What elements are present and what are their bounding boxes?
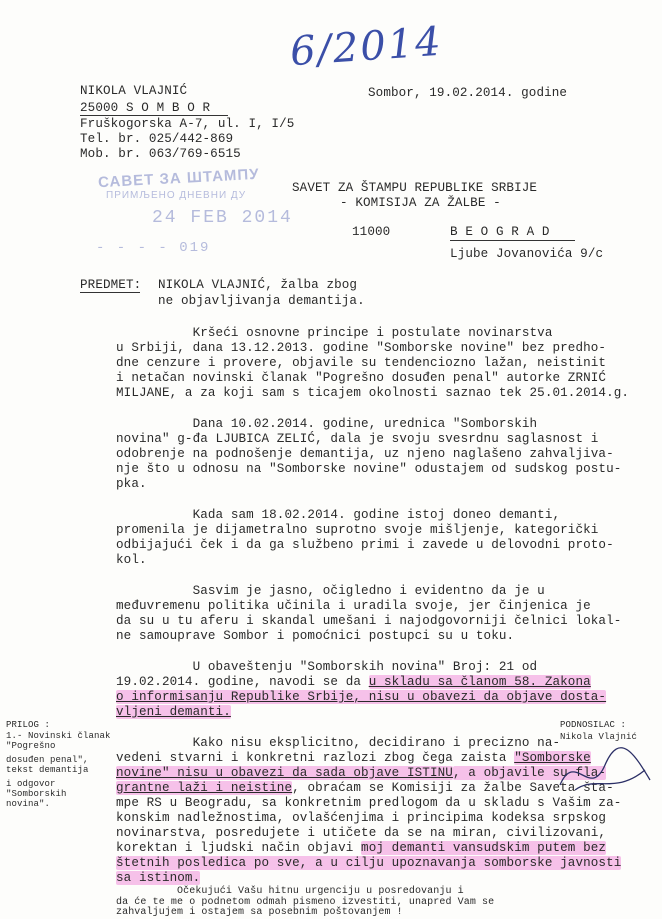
subject-label: PREDMET: — [80, 278, 142, 292]
p2-line3: odobrenje na podnošenje demantija, uz njeno naglašeno zahvaljiva- — [116, 447, 614, 461]
p2-line5: pka. — [116, 477, 147, 491]
p6-line9 — [116, 856, 621, 872]
p4-line1: Sasvim je jasno, očigledno i evidentno da je u — [116, 584, 545, 598]
subject-line2: ne objavljivanja demantija. — [158, 294, 365, 308]
highlight-lazi: grantne laži i neistine — [116, 781, 293, 795]
stamp-number: 019 — [179, 240, 211, 256]
p1-line1: Kršeći osnovne principe i postulate novinarstva — [116, 326, 553, 340]
highlight-flagrantne: , a objavile su fla- — [452, 766, 607, 780]
stamp-subtitle: ПРИМЉЕНО ДНЕВНИ ДУ — [106, 190, 247, 201]
highlight-moj-demanti: moj demanti vansudskim putem bez — [361, 841, 607, 855]
recipient-line2: - KOMISIJA ZA ŽALBE - — [340, 196, 501, 210]
p4-line3: da su u tu aferu i skandal umešani i najodgovorniji čelnici lokal- — [116, 614, 622, 628]
p1-line5: MILJANE, a za koji sam s ticajem okolnosti saznao tek 25.01.2014.g. — [116, 386, 630, 400]
p5-line1: U obaveštenju "Somborskih novina" Broj: 21 od — [116, 660, 538, 674]
p6-line10 — [116, 871, 200, 887]
attachments-label: PRILOG : — [6, 720, 51, 730]
p2-line2: novina" g-đa LJUBICA ZELIĆ, dala je svoju svesrdnu saglasnost i — [116, 432, 599, 446]
p6-line5: mpe RS u Beogradu, sa konkretnim predlogom da u skladu s Vašim za- — [116, 796, 622, 810]
subject-line1: NIKOLA VLAJNIĆ, žalba zbog — [158, 278, 358, 292]
p5-line3 — [116, 690, 606, 706]
highlight-somborske: "Somborske — [514, 751, 591, 765]
highlight-sa-istinom: sa istinom. — [116, 871, 201, 885]
sender-city: 25000 S O M B O R — [80, 101, 211, 115]
handwritten-number: 6/2014 — [288, 18, 445, 76]
p3-line3: odbijajući ček i da ga službeno primi i zavede u delovodni proto- — [116, 538, 614, 552]
signer-name: Nikola Vlajnić — [560, 732, 638, 742]
recipient-line1: SAVET ZA ŠTAMPU REPUBLIKE SRBIJE — [292, 181, 538, 195]
highlight-istinu: novine" nisu u obavezi da sada objave ISTINU — [116, 766, 453, 780]
p1-line4: i netačan novinski članak "Pogrešno dosuđen penal" autorke ZRNIĆ — [116, 371, 607, 385]
p6-line3 — [116, 766, 606, 782]
stamp-date: 24 FEB 2014 — [152, 208, 293, 228]
stamp-number-row: - - - - 019 — [96, 240, 211, 256]
p6-line8 — [116, 841, 606, 857]
p6-line6: konskim nadležnostima, ovlašćenjima i principima kodeksa srpskog — [116, 811, 607, 825]
subject-underline — [80, 292, 140, 293]
attachment-item2: dosuđen penal", tekst demantija — [6, 755, 89, 775]
p6-line2 — [116, 751, 591, 767]
p3-line4: kol. — [116, 553, 147, 567]
p6-line1: Kako nisu eksplicitno, decidirano i precizno na- — [116, 736, 561, 750]
sender-tel: Tel. br. 025/442-869 — [80, 132, 234, 146]
p6-line4-plain: , obraćam se Komisiji za žalbe Saveta šta- — [292, 781, 614, 795]
p1-line2: u Srbiji, dana 13.12.2013. godine "Somborske novine" bez predho- — [116, 341, 607, 355]
p7-line1: Očekujući Vašu hitnu urgenciju u posredovanju i — [116, 886, 464, 897]
p2-line1: Dana 10.02.2014. godine, urednica "Somborskih — [116, 417, 538, 431]
p6-line4 — [116, 781, 614, 797]
signer-label: PODNOSILAC : — [560, 720, 627, 730]
p5-line2-plain: 19.02.2014. godine, navodi se da — [116, 675, 369, 689]
p3-line2: promenila je dijametralno suprotno svoje mišljenje, kategorički — [116, 523, 599, 537]
received-stamp — [92, 165, 293, 266]
highlight-law-text: o informisanju Republike Srbije, nisu u obavezi da objave dosta- — [116, 690, 607, 704]
highlight-law-article: u skladu sa članom 58. Zakona — [368, 675, 591, 689]
sender-street: Fruškogorska A-7, ul. I, I/5 — [80, 117, 295, 131]
p7-line3: zahvaljujem i ostajem sa posebnim poštovanjem ! — [116, 907, 403, 918]
p5-line2 — [116, 675, 591, 691]
recipient-postcode: 11000 — [352, 225, 391, 239]
sender-mob: Mob. br. 063/769-6515 — [80, 147, 241, 161]
sender-name: NIKOLA VLAJNIĆ — [80, 84, 188, 98]
attachment-item1: 1.- Novinski članak "Pogrešno — [6, 731, 111, 751]
p1-line3: dne cenzure i provere, objavile su tendenciozno lažan, neistinit — [116, 356, 607, 370]
p6-line2-plain: vedeni stvarni i konkretni razlozi zbog čega zaista — [116, 751, 515, 765]
recipient-city: B E O G R A D — [450, 225, 550, 239]
p6-line7: novinarstva, posredujete i utičete da se na miran, civilizovani, — [116, 826, 607, 840]
p7-line2: da će te me o podnetom odmah pismeno izvestiti, unapred Vam se — [116, 897, 495, 908]
highlight-demanti: vljeni demanti. — [116, 705, 231, 719]
p4-line2: međuvremenu politika učinila i uradila svoje, jer činjenica je — [116, 599, 591, 613]
p2-line4: nje što u odnosu na "Somborske novine" odustajem od sudskog postu- — [116, 462, 622, 476]
p6-line8-plain: korektan i ljudski način objavi — [116, 841, 362, 855]
highlight-stetnih: štetnih posledica po sve, a u cilju upoznavanja somborske javnosti — [116, 856, 622, 870]
p3-line1: Kada sam 18.02.2014. godine istoj doneo demanti, — [116, 508, 561, 522]
recipient-street: Ljube Jovanovića 9/c — [450, 247, 604, 261]
stamp-title: САВЕТ ЗА ШТАМПУ — [97, 165, 260, 192]
sender-city-underline — [80, 115, 228, 116]
recipient-city-underline — [450, 240, 575, 241]
signature-scribble — [555, 745, 655, 805]
attachment-item3: i odgovor "Somborskih novina". — [6, 779, 67, 809]
p5-line4 — [116, 705, 231, 721]
p4-line4: ne samouprave Sombor i pomoćnici postupci su u toku. — [116, 629, 515, 643]
date-line: Sombor, 19.02.2014. godine — [368, 86, 568, 100]
